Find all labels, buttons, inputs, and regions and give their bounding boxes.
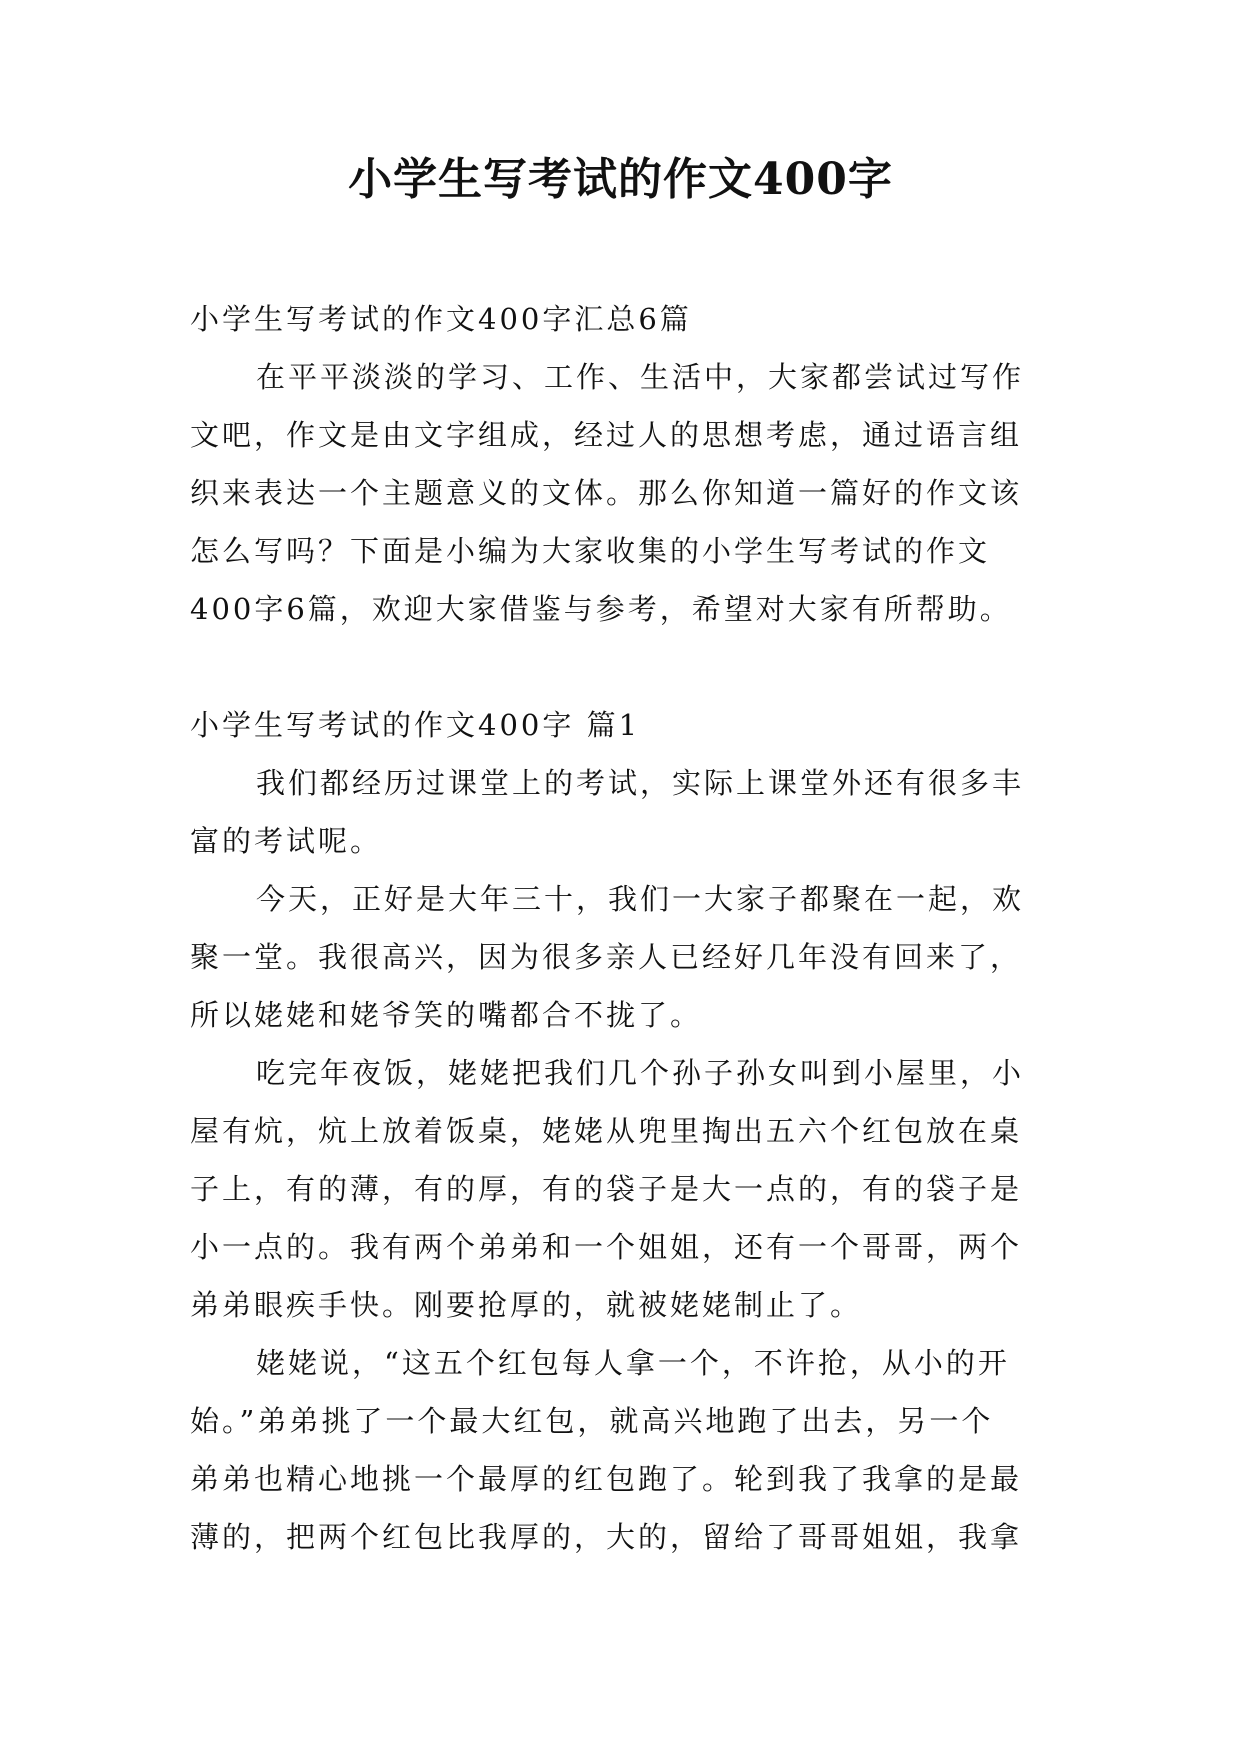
text-line: 我们都经历过课堂上的考试，实际上课堂外还有很多丰 <box>256 766 1025 800</box>
text-line: 织来表达一个主题意义的文体。那么你知道一篇好的作文该 <box>190 476 1023 510</box>
text-line: 400字6篇，欢迎大家借鉴与参考，希望对大家有所帮助。 <box>190 592 1012 626</box>
intro-paragraph <box>190 348 1052 638</box>
text-line: 在平平淡淡的学习、工作、生活中，大家都尝试过写作 <box>256 360 1025 394</box>
text-line: 怎么写吗？下面是小编为大家收集的小学生写考试的作文 <box>190 534 991 568</box>
text-line: 屋有炕，炕上放着饭桌，姥姥从兜里掏出五六个红包放在桌 <box>190 1114 1023 1148</box>
paragraph <box>190 1044 1052 1334</box>
text-line: 弟弟也精心地挑一个最厚的红包跑了。轮到我了我拿的是最 <box>190 1462 1023 1496</box>
text-line: 今天，正好是大年三十，我们一大家子都聚在一起，欢 <box>256 882 1025 916</box>
text-line: 聚一堂。我很高兴，因为很多亲人已经好几年没有回来了， <box>190 940 1023 974</box>
paragraph <box>190 754 1052 870</box>
section-heading: 小学生写考试的作文400字 篇1 <box>190 708 641 742</box>
document-subtitle: 小学生写考试的作文400字汇总6篇 <box>190 302 692 336</box>
paragraph <box>190 1334 1052 1566</box>
text-line: 吃完年夜饭，姥姥把我们几个孙子孙女叫到小屋里，小 <box>256 1056 1025 1090</box>
text-line: 富的考试呢。 <box>190 824 383 858</box>
section-spacer <box>190 638 1052 696</box>
text-line: 姥姥说，“这五个红包每人拿一个，不许抢，从小的开 <box>256 1346 1010 1380</box>
text-line: 始。”弟弟挑了一个最大红包，就高兴地跑了出去，另一个 <box>190 1404 994 1438</box>
text-line: 小一点的。我有两个弟弟和一个姐姐，还有一个哥哥，两个 <box>190 1230 1023 1264</box>
document-title: 小学生写考试的作文400字 <box>348 154 893 205</box>
text-line: 所以姥姥和姥爷笑的嘴都合不拢了。 <box>190 998 703 1032</box>
text-line: 文吧，作文是由文字组成，经过人的思想考虑，通过语言组 <box>190 418 1023 452</box>
text-line: 子上，有的薄，有的厚，有的袋子是大一点的，有的袋子是 <box>190 1172 1023 1206</box>
paragraph <box>190 870 1052 1044</box>
text-line: 弟弟眼疾手快。刚要抢厚的，就被姥姥制止了。 <box>190 1288 863 1322</box>
document-body <box>190 290 1052 1566</box>
text-line: 薄的，把两个红包比我厚的，大的，留给了哥哥姐姐，我拿 <box>190 1520 1023 1554</box>
